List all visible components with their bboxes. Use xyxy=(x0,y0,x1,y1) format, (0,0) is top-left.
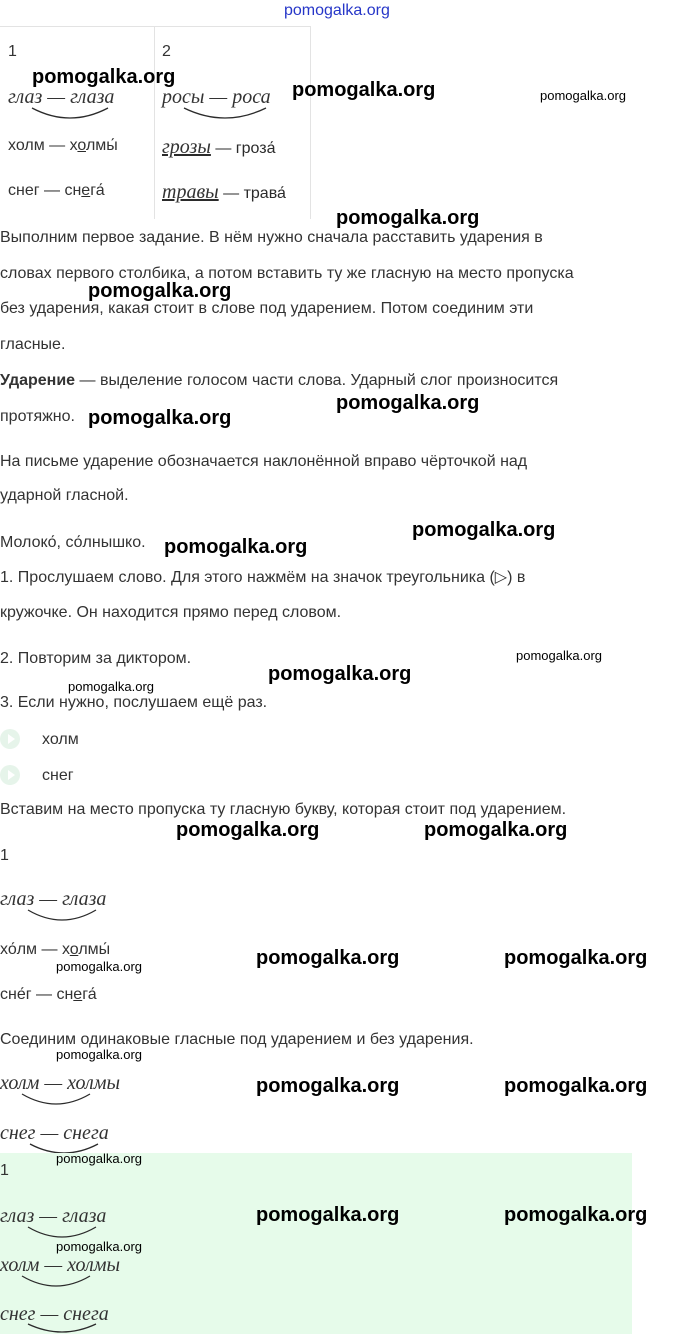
connect-arc1 xyxy=(20,1092,92,1108)
step1-line1: 1. Прослушаем слово. Для этого нажмём на значок треугольника (▷) в xyxy=(0,569,526,586)
para1-line2: словах первого столбика, а потом вставить ту же гласную на место пропуска xyxy=(0,265,574,282)
example-text: Молоко́, со́лнышко. xyxy=(0,534,146,551)
col2-arc xyxy=(182,106,268,122)
step1-line2: кружочке. Он находится прямо перед словом. xyxy=(0,604,342,621)
col1-arc xyxy=(30,106,110,122)
watermark: pomogalka.org xyxy=(88,407,232,429)
answer-pair3: снег — снега xyxy=(0,1303,109,1325)
watermark: pomogalka.org xyxy=(32,66,176,88)
watermark: pomogalka.org xyxy=(504,1075,648,1097)
watermark: pomogalka.org xyxy=(256,947,400,969)
col1-pair: глаз — глаза xyxy=(8,86,115,108)
watermark: pomogalka.org xyxy=(56,1047,142,1062)
watermark: pomogalka.org xyxy=(540,88,626,103)
audio-word-holm: холм xyxy=(42,731,79,748)
para3-line2: ударной гласной. xyxy=(0,487,129,504)
col2-row2: грозы — гроза́ xyxy=(162,136,276,158)
watermark: pomogalka.org xyxy=(88,280,232,302)
insert-instruction: Вставим на место пропуска ту гласную букву, которая стоит под ударением. xyxy=(0,801,567,818)
answer-pair1: глаз — глаза xyxy=(0,1205,107,1227)
para1-line4: гласные. xyxy=(0,336,66,353)
col1-row2: холм — холмы́ xyxy=(8,137,118,154)
section2-row2: хо́лм — холмы́ xyxy=(0,941,111,958)
answer-pair2: холм — холмы xyxy=(0,1254,121,1276)
audio-word-sneg: снег xyxy=(42,767,74,784)
definition-line2: протяжно. xyxy=(0,408,75,425)
watermark: pomogalka.org xyxy=(424,819,568,841)
watermark: pomogalka.org xyxy=(56,959,142,974)
play-icon[interactable] xyxy=(0,729,20,749)
col2-header: 2 xyxy=(162,43,171,60)
watermark: pomogalka.org xyxy=(256,1204,400,1226)
top-watermark: pomogalka.org xyxy=(284,2,390,19)
definition-line1: Ударение — выделение голосом части слова. Ударный слог произносится xyxy=(0,372,559,389)
section2-number: 1 xyxy=(0,847,9,864)
watermark: pomogalka.org xyxy=(164,536,308,558)
watermark: pomogalka.org xyxy=(504,1204,648,1226)
section2-arc xyxy=(26,908,98,924)
section2-pair: глаз — глаза xyxy=(0,888,107,910)
watermark: pomogalka.org xyxy=(256,1075,400,1097)
section2-row3: сне́г — снега́ xyxy=(0,986,97,1003)
answer-number: 1 xyxy=(0,1162,9,1179)
watermark: pomogalka.org xyxy=(68,679,154,694)
watermark: pomogalka.org xyxy=(336,207,480,229)
col2-pair: росы — роса xyxy=(162,86,271,108)
para1-line3: без ударения, какая стоит в слове под ударением. Потом соединим эти xyxy=(0,300,534,317)
watermark: pomogalka.org xyxy=(504,947,648,969)
connect-pair2: снег — снега xyxy=(0,1122,109,1144)
col1-row3: снег — снега́ xyxy=(8,182,105,199)
watermark: pomogalka.org xyxy=(176,819,320,841)
watermark: pomogalka.org xyxy=(56,1151,142,1166)
connect-instruction: Соединим одинаковые гласные под ударением и без ударения. xyxy=(0,1031,474,1048)
watermark: pomogalka.org xyxy=(292,79,436,101)
para3-line1: На письме ударение обозначается наклонённой вправо чёрточкой над xyxy=(0,453,528,470)
step3: 3. Если нужно, послушаем ещё раз. xyxy=(0,694,268,711)
watermark: pomogalka.org xyxy=(412,519,556,541)
answer-arc3 xyxy=(26,1322,98,1334)
col2-row3: травы — трава́ xyxy=(162,181,286,203)
answer-arc2 xyxy=(20,1274,92,1290)
connect-pair1: холм — холмы xyxy=(0,1072,121,1094)
table-divider xyxy=(154,27,155,219)
watermark: pomogalka.org xyxy=(268,663,412,685)
play-icon[interactable] xyxy=(0,765,20,785)
para1-line1: Выполним первое задание. В нём нужно сначала расставить ударения в xyxy=(0,229,543,246)
watermark: pomogalka.org xyxy=(56,1239,142,1254)
watermark: pomogalka.org xyxy=(516,648,602,663)
col1-header: 1 xyxy=(8,43,17,60)
watermark: pomogalka.org xyxy=(336,392,480,414)
step2: 2. Повторим за диктором. xyxy=(0,650,192,667)
